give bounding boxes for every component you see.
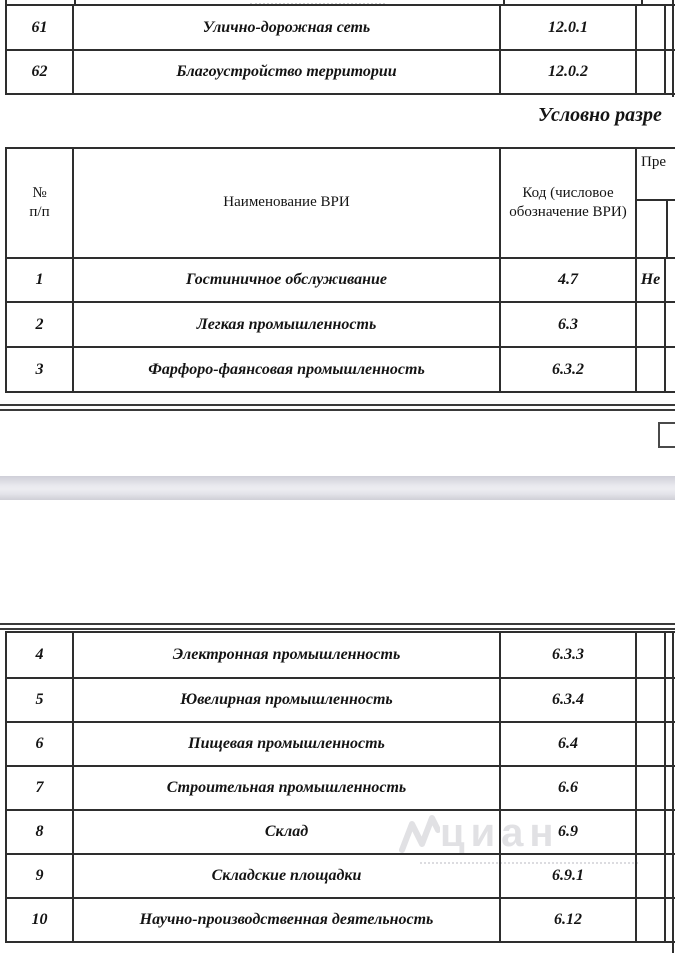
row-name-cell: Склад <box>74 811 501 853</box>
table-row <box>7 301 675 346</box>
row-number-cell: 7 <box>7 767 74 809</box>
page-cut-rule <box>0 404 675 411</box>
row-name-cell: Легкая промышленность <box>74 303 501 346</box>
row-code-cell: 4.7 <box>501 259 637 301</box>
row-number-cell: 5 <box>7 679 74 721</box>
row-number-cell: 9 <box>7 855 74 897</box>
permitted-uses-table-end <box>5 4 675 95</box>
row-code-cell: 6.9.1 <box>501 855 637 897</box>
row-code-cell: 6.3.3 <box>501 633 637 677</box>
row-number-cell: 1 <box>7 259 74 301</box>
row-name-cell: Фарфоро-фаянсовая промышленность <box>74 348 501 391</box>
section-heading: Условно разре <box>538 104 662 126</box>
row-number-cell: 8 <box>7 811 74 853</box>
page-gap-separator <box>0 476 675 500</box>
conditional-uses-table-continued <box>5 631 675 943</box>
header-subcolumn-border <box>666 201 668 257</box>
table-row <box>7 721 675 765</box>
row-code-cell: 12.0.2 <box>501 51 637 93</box>
table-row <box>7 897 675 941</box>
row-extra-cell <box>637 633 666 677</box>
row-number-cell: 61 <box>7 6 74 49</box>
header-number-line1: № <box>32 184 47 201</box>
row-extra-cell <box>637 899 666 941</box>
empty-checkbox[interactable] <box>658 422 675 448</box>
row-number-cell: 3 <box>7 348 74 391</box>
row-extra-cell <box>637 811 666 853</box>
row-name-cell: Улично-дорожная сеть <box>74 6 501 49</box>
table-row <box>7 677 675 721</box>
row-extra-cell <box>637 303 666 346</box>
header-number-line2: п/п <box>29 204 50 220</box>
row-number-cell: 10 <box>7 899 74 941</box>
row-number-cell: 62 <box>7 51 74 93</box>
row-extra-cell <box>637 767 666 809</box>
row-clipped-cell <box>666 259 675 301</box>
table-row <box>7 49 675 93</box>
table-row <box>7 809 675 853</box>
row-extra-cell <box>637 855 666 897</box>
row-code-cell: 12.0.1 <box>501 6 637 49</box>
row-code-cell: 6.6 <box>501 767 637 809</box>
row-code-cell: 6.3.4 <box>501 679 637 721</box>
row-code-cell: 6.3 <box>501 303 637 346</box>
header-number-cell <box>7 149 74 257</box>
row-name-cell: Гостиничное обслуживание <box>74 259 501 301</box>
table-row <box>7 765 675 809</box>
row-clipped-cell <box>666 348 675 391</box>
row-code-cell: 6.12 <box>501 899 637 941</box>
row-name-cell: Благоустройство территории <box>74 51 501 93</box>
table-row <box>7 853 675 897</box>
row-extra-cell <box>637 51 666 93</box>
header-subdivider <box>637 199 675 201</box>
cian-watermark-text: циан <box>440 810 560 855</box>
row-number-cell: 4 <box>7 633 74 677</box>
row-name-cell: Складские площадки <box>74 855 501 897</box>
row-extra-cell: Не <box>637 259 666 301</box>
header-code-cell: Код (числовое обозначение ВРИ) <box>501 149 637 257</box>
conditional-uses-table <box>5 147 675 393</box>
table-row <box>7 257 675 301</box>
table-header-row <box>7 149 675 257</box>
row-name-cell: Пищевая промышленность <box>74 723 501 765</box>
table-row <box>7 633 675 677</box>
row-name-cell: Электронная промышленность <box>74 633 501 677</box>
table-row <box>7 6 675 49</box>
header-name-cell: Наименование ВРИ <box>74 149 501 257</box>
row-number-cell: 6 <box>7 723 74 765</box>
row-name-cell: Строительная промышленность <box>74 767 501 809</box>
row-code-cell: 6.9 <box>501 811 637 853</box>
row-number-cell: 2 <box>7 303 74 346</box>
table-row <box>7 346 675 391</box>
row-name-cell: Научно-производственная деятельность <box>74 899 501 941</box>
row-clipped-cell <box>666 303 675 346</box>
row-code-cell: 6.3.2 <box>501 348 637 391</box>
page-cut-rule <box>0 623 675 630</box>
header-extra-cell <box>637 149 675 257</box>
row-extra-cell <box>637 6 666 49</box>
row-extra-cell <box>637 348 666 391</box>
row-extra-cell <box>637 723 666 765</box>
header-extra-label: Пре <box>641 154 666 170</box>
row-extra-cell <box>637 679 666 721</box>
subcolumn-border <box>672 4 674 97</box>
row-code-cell: 6.4 <box>501 723 637 765</box>
subcolumn-border <box>672 631 674 953</box>
row-name-cell: Ювелирная промышленность <box>74 679 501 721</box>
